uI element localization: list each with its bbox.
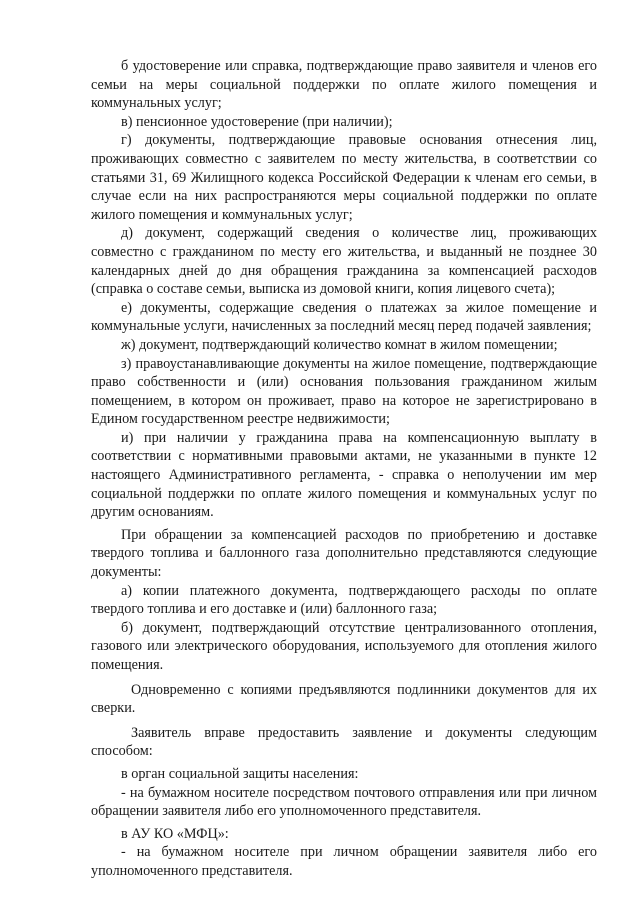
paragraph-g: г) документы, подтверждающие правовые основания отнесения лиц, проживающих совместно с заявителем по месту жительства, в соответствии со статьями 31, 69 Жилищного кодекса Российской Федерации к членам его семьи, в случае если на них распространяются меры социальной поддержки по оплате жилого помещения и коммунальных услуг; (91, 132, 597, 223)
paragraph-z: з) правоустанавливающие документы на жилое помещение, подтверждающие право собственности и (или) основания пользования гражданином жилым помещением, в котором он проживает, право на которое не зарегистрировано в Едином государственном реестре недвижимости; (91, 355, 597, 428)
paragraph-fuel-b: б) документ, подтверждающий отсутствие централизованного отопления, газового или электрического оборудования, используемого для отопления жилого помещения. (91, 619, 597, 673)
paragraph-d: д) документ, содержащий сведения о количестве лиц, проживающих совместно с гражданином по месту его жительства, и выданный не позднее 30 календарных дней до дня обращения гражданина за компенсацией расходов (справка о составе семьи, выписка из домовой книги, копия лицевого счета); (91, 225, 597, 298)
paragraph-mfc: в АУ КО «МФЦ»: (121, 825, 229, 842)
paragraph-i: и) при наличии у гражданина права на компенсационную выплату в соответствии с нормативными правовыми актами, не указанными в пункте 12 настоящего Административного регламента, - справка о неполучении им мер социальной поддержки по оплате жилого помещения и коммунальных услуг по другим основаниям. (91, 429, 597, 521)
paragraph-social-protection-body: в орган социальной защиты населения: (121, 765, 359, 782)
paragraph-b: б удостоверение или справка, подтверждающие право заявителя и членов его семьи на меры социальной поддержки по оплате жилого помещения и коммунальных услуг; (91, 58, 597, 112)
paragraph-zh: ж) документ, подтверждающий количество комнат в жилом помещении; (121, 336, 558, 353)
paragraph-e: е) документы, содержащие сведения о платежах за жилое помещение и коммунальные услуги, начисленных за последний месяц перед подачей заявления; (91, 299, 597, 335)
document-page (91, 57, 597, 881)
paragraph-paper-mail: - на бумажном носителе посредством почтового отправления или при личном обращении заявителя либо его уполномоченного представителя. (91, 784, 597, 820)
paragraph-fuel-a: а) копии платежного документа, подтверждающего расходы по оплате твердого топлива и его доставке и (или) баллонного газа; (91, 582, 597, 618)
paragraph-submission-methods: Заявитель вправе предоставить заявление и документы следующим способом: (91, 724, 597, 760)
paragraph-originals: Одновременно с копиями предъявляются подлинники документов для их сверки. (91, 681, 597, 717)
paragraph-fuel-intro: При обращении за компенсацией расходов по приобретению и доставке твердого топлива и баллонного газа дополнительно представляются следующие документы: (91, 526, 597, 581)
paragraph-paper-personal: - на бумажном носителе при личном обращении заявителя либо его уполномоченного представителя. (91, 844, 597, 879)
paragraph-v: в) пенсионное удостоверение (при наличии); (121, 113, 393, 130)
